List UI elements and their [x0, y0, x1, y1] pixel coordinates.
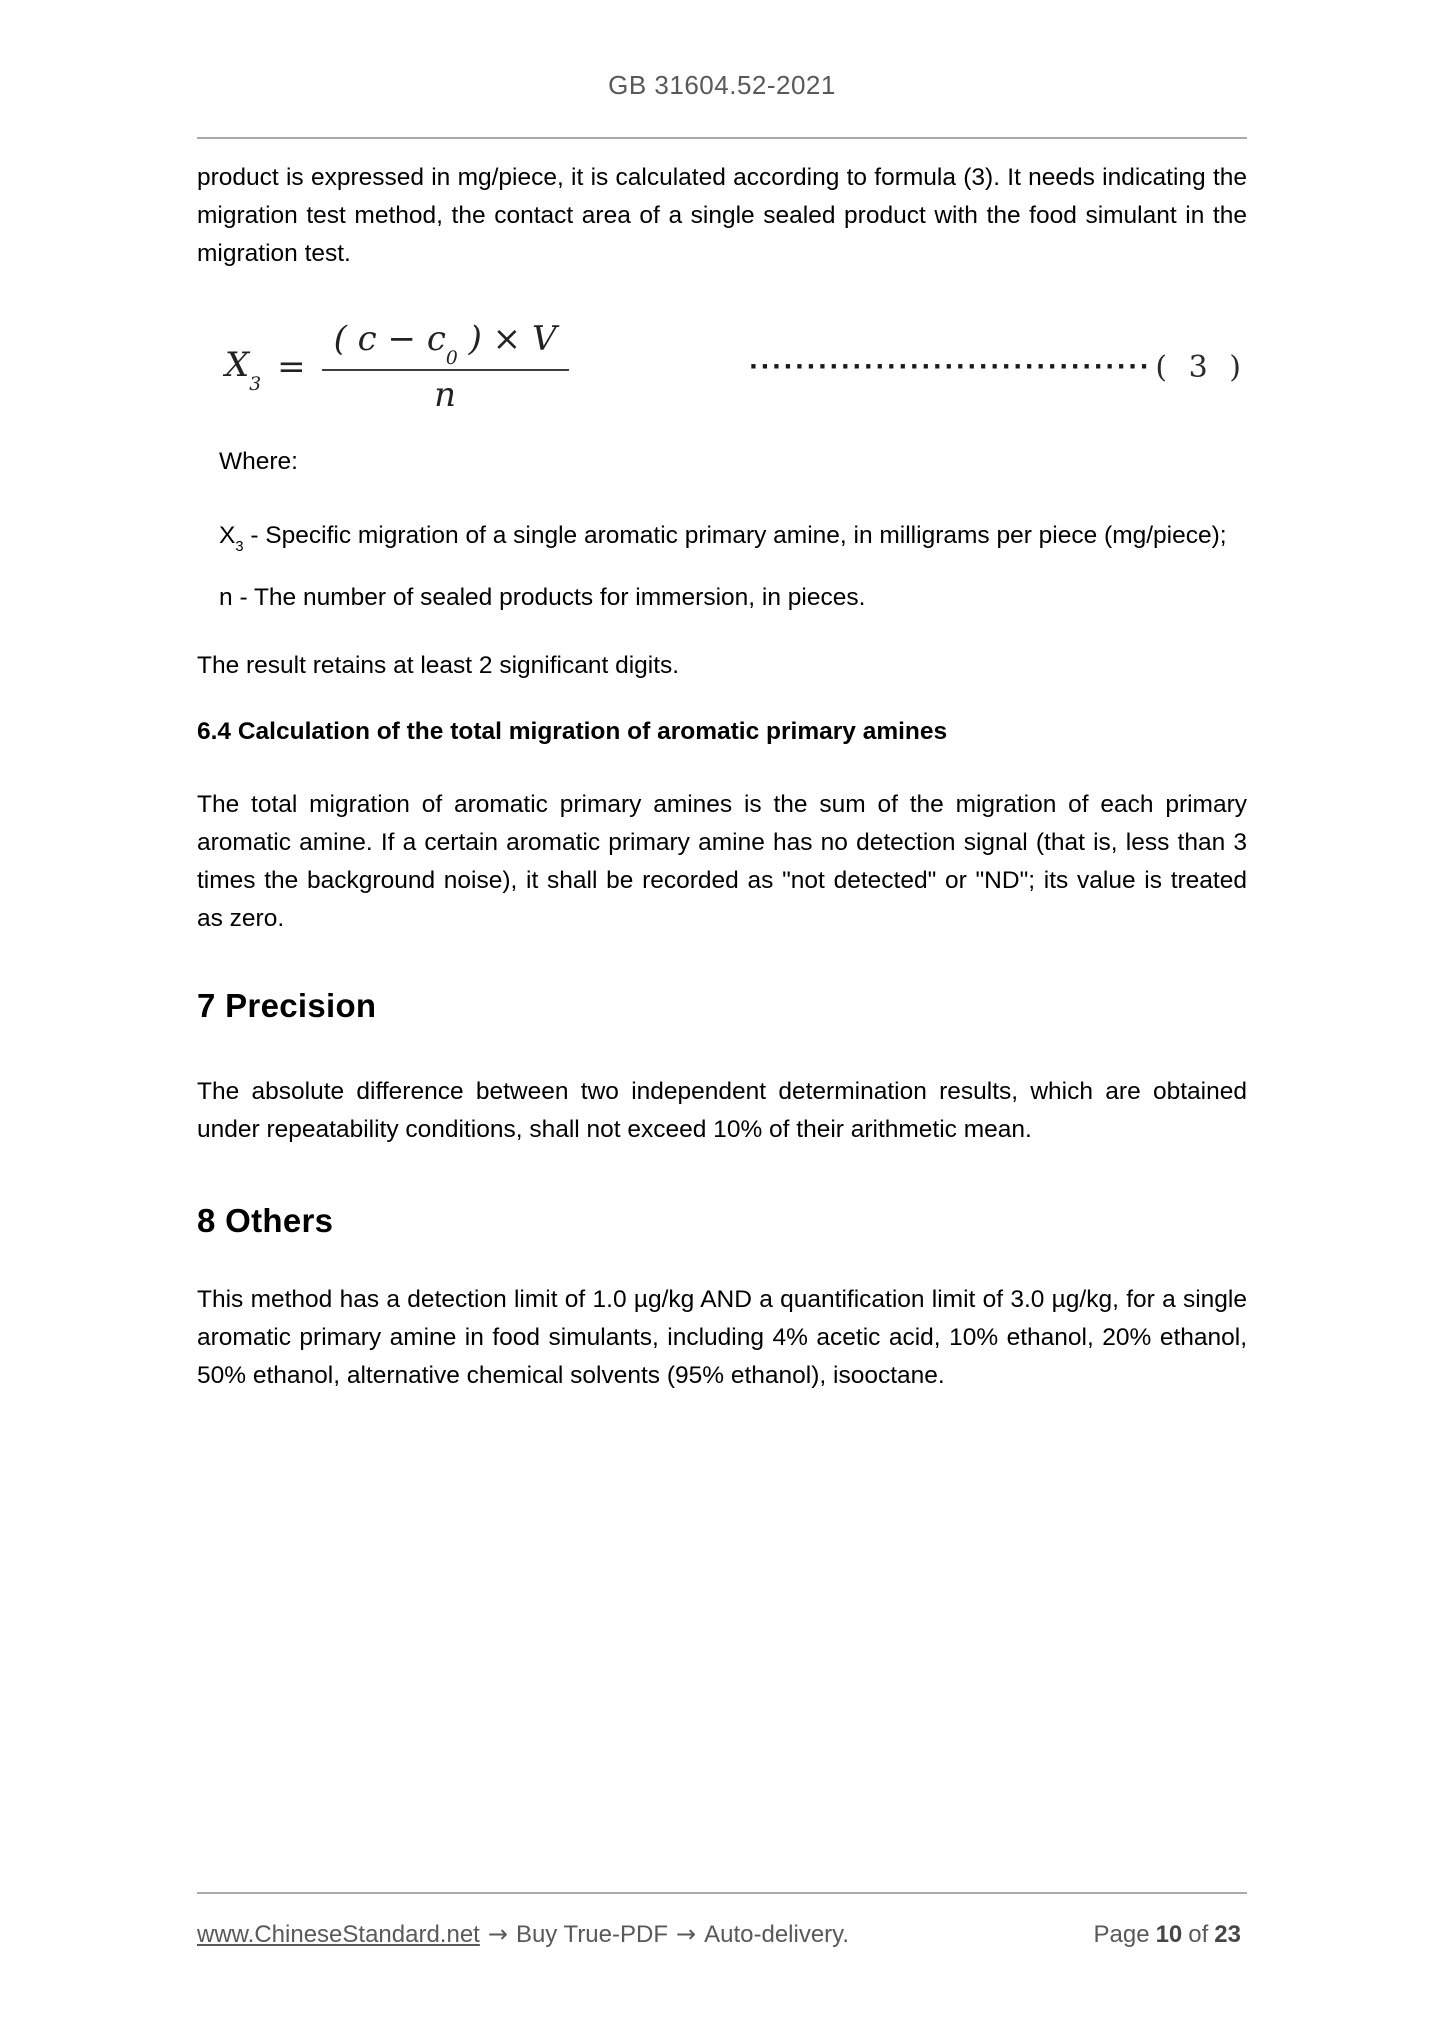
website-link[interactable]: www.ChineseStandard.net — [197, 1921, 480, 1948]
section-7-paragraph: The absolute difference between two independent determination results, which are obtained under repeatability conditions, shall not exceed 10% of their arithmetic mean. — [197, 1078, 1247, 1143]
formula-numerator: ( $c - c_0$ ) × V — [322, 319, 569, 371]
section-7-heading: 7 Precision — [197, 987, 377, 1024]
definition-x3-symbol: $X_3$ — [219, 522, 244, 556]
definition-x3-text: - Specific migration of a single aromatic primary amine, in milligrams per piece (mg/piece); — [243, 522, 1227, 549]
intro-paragraph: product is expressed in mg/piece, it is calculated according to formula (3). It needs indicating the migration test method, the contact area of a single sealed product with the food simulant in the migration test. — [197, 164, 1247, 267]
arrow-right-icon: → — [676, 1920, 697, 1948]
formula-expression — [225, 319, 569, 415]
formula-3 — [225, 319, 1247, 415]
section-6-4-heading: 6.4 Calculation of the total migration of aromatic primary amines — [197, 718, 948, 745]
section-6-4-paragraph: The total migration of aromatic primary amines is the sum of the migration of each primary aromatic amine. If a certain aromatic primary amine has no detection signal (that is, less than 3 times the background noise), it shall be recorded as "not detected" or "ND"; its value is treated as zero. — [197, 791, 1247, 932]
section-8-heading: 8 Others — [197, 1202, 334, 1239]
formula-denominator: n — [434, 374, 456, 415]
definition-x3-subscript: 3 — [235, 539, 244, 556]
definition-n-text: - The number of sealed products for immersion, in pieces. — [232, 584, 866, 611]
auto-delivery-text: Auto-delivery. — [704, 1921, 850, 1948]
formula-number-label: ( 3 ) — [1155, 349, 1247, 385]
header-divider — [197, 137, 1247, 139]
equals-sign: = — [277, 346, 306, 387]
dot-leader: ··································· — [749, 350, 1152, 383]
definition-n — [219, 579, 1247, 617]
definition-x3 — [219, 517, 1247, 555]
formula-variable-subscript: 3 — [249, 373, 262, 395]
footer-divider — [197, 1892, 1247, 1894]
formula-fraction — [322, 319, 569, 415]
footer-row — [197, 1920, 1247, 1949]
page-current: 10 — [1155, 1921, 1183, 1948]
section-8-paragraph: This method has a detection limit of 1.0 µg/kg AND a quantification limit of 3.0 µg/kg, for a single aromatic primary amine in food simulants, including 4% acetic acid, 10% ethanol, 20% ethanol, 50% ethanol, alternative chemical solvents (95% ethanol), isooctane. — [197, 1286, 1247, 1389]
page-label: Page — [1093, 1921, 1150, 1948]
footer-left — [197, 1920, 849, 1949]
page-title: GB 31604.52-2021 — [608, 70, 836, 100]
result-note: The result retains at least 2 significant digits. — [197, 652, 680, 679]
formula-leader — [749, 350, 1247, 385]
of-label: of — [1188, 1921, 1209, 1948]
numerator-subscript: 0 — [445, 347, 458, 369]
buy-true-pdf-text: Buy True-PDF — [515, 1921, 668, 1948]
formula-variable: $X_3$ — [225, 345, 262, 395]
arrow-right-icon: → — [487, 1920, 508, 1948]
definition-n-symbol: n — [219, 584, 233, 611]
page-footer — [197, 1892, 1247, 1949]
page-indicator — [1094, 1921, 1247, 1949]
page-total: 23 — [1214, 1921, 1241, 1948]
where-label: Where: — [219, 448, 298, 475]
